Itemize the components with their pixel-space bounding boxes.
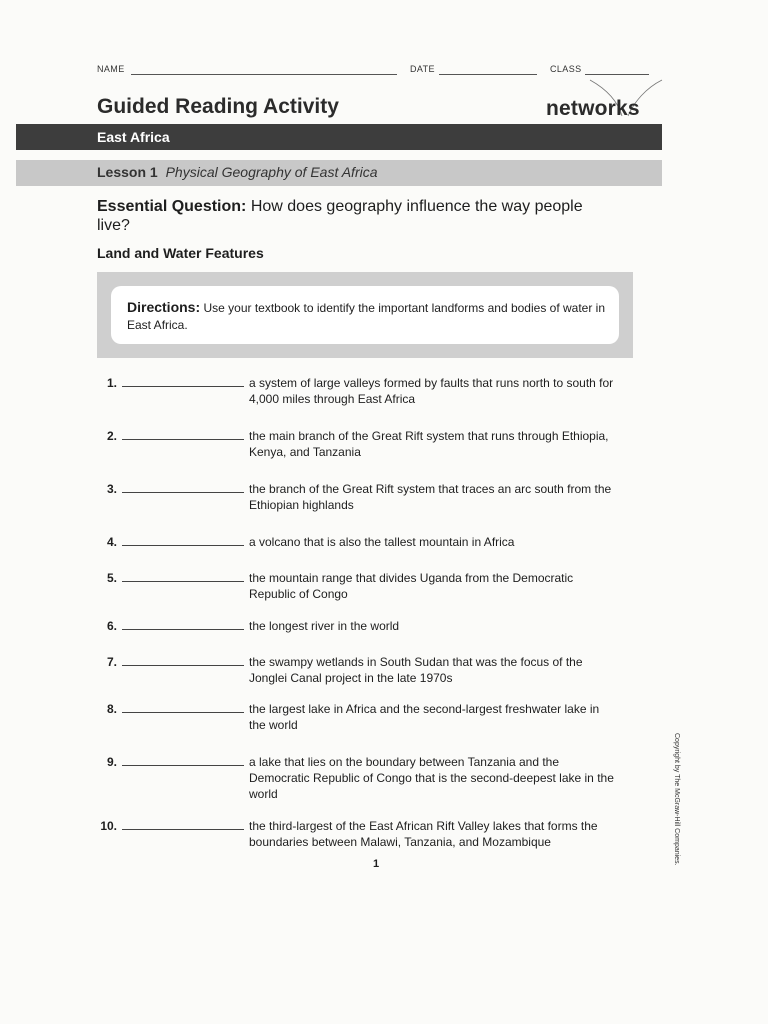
question-text: the branch of the Great Rift system that traces an arc south from the Ethiopian highlands xyxy=(249,482,612,512)
page-title: Guided Reading Activity xyxy=(97,95,339,118)
question-number: 8. xyxy=(106,702,117,716)
question-text: the largest lake in Africa and the second-largest freshwater lake in the world xyxy=(249,702,600,732)
directions-box xyxy=(97,272,633,358)
question-number: 9. xyxy=(106,755,117,769)
directions-panel xyxy=(111,286,619,344)
answer-blank[interactable] xyxy=(122,629,244,630)
copyright-notice: Copyright by The McGraw-Hill Companies. xyxy=(673,733,680,866)
lesson-banner xyxy=(16,160,662,186)
essential-question-text: How does geography influence the way people live? xyxy=(97,198,583,234)
answer-blank[interactable] xyxy=(122,665,244,666)
name-label: NAME xyxy=(97,64,125,74)
answer-blank[interactable] xyxy=(122,765,244,766)
answer-blank[interactable] xyxy=(122,492,244,493)
lesson-name: Physical Geography of East Africa xyxy=(165,164,378,180)
essential-question-label: Essential Question: xyxy=(97,198,247,215)
question-text: the main branch of the Great Rift system that runs through Ethiopia, Kenya, and Tanzania xyxy=(249,429,609,459)
question-text: a system of large valleys formed by faults that runs north to south for 4,000 miles through East Africa xyxy=(249,376,614,406)
question-number: 7. xyxy=(106,655,117,669)
question-text: a lake that lies on the boundary between Tanzania and the Democratic Republic of Congo that is the second-deepest lake in the world xyxy=(249,755,614,801)
answer-blank[interactable] xyxy=(122,439,244,440)
class-label: CLASS xyxy=(550,64,582,74)
answer-blank[interactable] xyxy=(122,829,244,830)
question-text: the third-largest of the East African Rift Valley lakes that forms the boundaries between Malawi, Tanzania, and Mozambique xyxy=(249,819,598,849)
networks-logo: networks xyxy=(546,97,640,120)
directions-label: Directions: xyxy=(127,299,201,315)
answer-blank[interactable] xyxy=(122,712,244,713)
date-label: DATE xyxy=(410,64,435,74)
section-title: Land and Water Features xyxy=(97,245,264,261)
date-field[interactable] xyxy=(439,74,537,75)
page-number: 1 xyxy=(373,858,380,870)
lesson-number: Lesson 1 xyxy=(97,164,158,180)
directions-text: Use your textbook to identify the important landforms and bodies of water in East Africa. xyxy=(127,301,606,332)
question-text: the longest river in the world xyxy=(249,619,400,633)
question-number: 3. xyxy=(106,482,117,496)
question-number: 1. xyxy=(106,376,117,390)
question-number: 4. xyxy=(106,535,117,549)
question-text: a volcano that is also the tallest mountain in Africa xyxy=(249,535,515,549)
name-field[interactable] xyxy=(131,74,397,75)
answer-blank[interactable] xyxy=(122,581,244,582)
question-text: the swampy wetlands in South Sudan that was the focus of the Jonglei Canal project in the late 1970s xyxy=(249,655,583,685)
question-text: the mountain range that divides Uganda from the Democratic Republic of Congo xyxy=(249,571,574,601)
question-number: 2. xyxy=(106,429,117,443)
answer-blank[interactable] xyxy=(122,386,244,387)
question-number: 5. xyxy=(106,571,117,585)
essential-question xyxy=(97,197,617,235)
question-number: 10. xyxy=(100,819,117,833)
question-number: 6. xyxy=(106,619,117,633)
class-field[interactable] xyxy=(585,74,649,75)
unit-banner: East Africa xyxy=(16,124,662,150)
header-fields xyxy=(97,64,649,78)
answer-blank[interactable] xyxy=(122,545,244,546)
